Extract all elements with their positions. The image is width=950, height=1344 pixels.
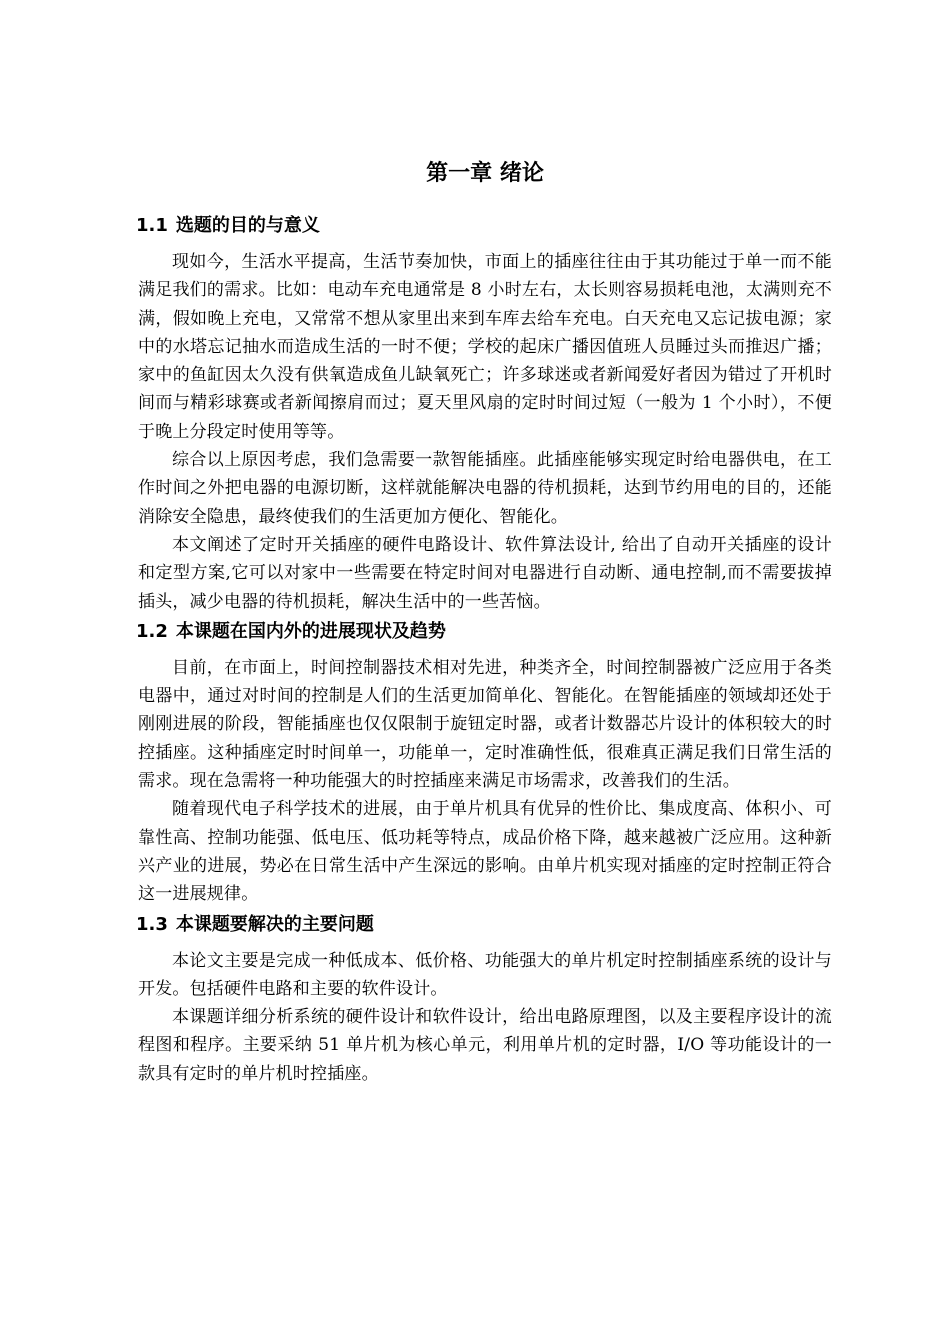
section-title: 本课题要解决的主要问题 <box>175 913 374 935</box>
section-heading <box>136 618 832 646</box>
page-content <box>138 156 832 1090</box>
paragraph: 本课题详细分析系统的硬件设计和软件设计，给出电路原理图，以及主要程序设计的流程图和程序。主要采纳 51 单片机为核心单元，利用单片机的定时器，I/O 等功能设计的一款具有定时的单片机时控插座。 <box>138 1007 832 1084</box>
paragraph: 目前，在市面上，时间控制器技术相对先进，种类齐全，时间控制器被广泛应用于各类电器中，通过对时间的控制是人们的生活更加简单化、智能化。在智能插座的领域却还处于刚刚进展的阶段，智能插座也仅仅限制于旋钮定时器，或者计数器芯片设计的体积较大的时控插座。这种插座定时时间单一，功能单一，定时准确性低，很难真正满足我们日常生活的需求。现在急需将一种功能强大的时控插座来满足市场需求，改善我们的生活。 <box>138 657 832 792</box>
paragraph: 随着现代电子科学技术的进展，由于单片机具有优异的性价比、集成度高、体积小、可靠性高、控制功能强、低电压、低功耗等特点，成品价格下降，越来越被广泛应用。这种新兴产业的进展，势必在日常生活中产生深远的影响。由单片机实现对插座的定时控制正符合这一进展规律。 <box>138 799 832 905</box>
section-number: 1.1 <box>136 215 168 236</box>
chapter-title: 第一章 绪论 <box>426 161 544 186</box>
section-1-2 <box>138 618 832 909</box>
section-heading <box>136 212 832 240</box>
paragraph: 本文阐述了定时开关插座的硬件电路设计、软件算法设计, 给出了自动开关插座的设计和定型方案,它可以对家中一些需要在特定时间对电器进行自动断、通电控制,而不需要拔掉插头，减少电器的待机损耗，解决生活中的一些苦恼。 <box>138 534 832 612</box>
section-title: 选题的目的与意义 <box>175 215 320 236</box>
section-number: 1.3 <box>136 913 168 935</box>
paragraph: 现如今，生活水平提高，生活节奏加快，市面上的插座往往由于其功能过于单一而不能满足我们的需求。比如：电动车充电通常是 8 小时左右，太长则容易损耗电池，太满则充不满，假如晚上充电，又常常不想从家里出来到车库去给车充电。白天充电又忘记拔电源；家中的水塔忘记抽水而造成生活的一时不便；学校的起床广播因值班人员睡过头而推迟广播；家中的鱼缸因太久没有供氧造成鱼儿缺氧死亡；许多球迷或者新闻爱好者因为错过了开机时间而与精彩球赛或者新闻擦肩而过；夏天里风扇的定时时间过短（一般为 1 个小时），不便于晚上分段定时使用等等。 <box>138 252 832 442</box>
section-heading <box>136 911 832 939</box>
section-1-3 <box>138 911 832 1088</box>
paragraph: 本论文主要是完成一种低成本、低价格、功能强大的单片机定时控制插座系统的设计与开发。包括硬件电路和主要的软件设计。 <box>138 950 832 999</box>
section-1-1 <box>138 212 832 616</box>
paragraph: 综合以上原因考虑，我们急需要一款智能插座。此插座能够实现定时给电器供电，在工作时间之外把电器的电源切断，这样就能解决电器的待机损耗，达到节约用电的目的，还能消除安全隐患，最终使我们的生活更加方便化、智能化。 <box>138 450 832 527</box>
section-number: 1.2 <box>136 620 168 642</box>
section-title: 本课题在国内外的进展现状及趋势 <box>175 620 446 642</box>
